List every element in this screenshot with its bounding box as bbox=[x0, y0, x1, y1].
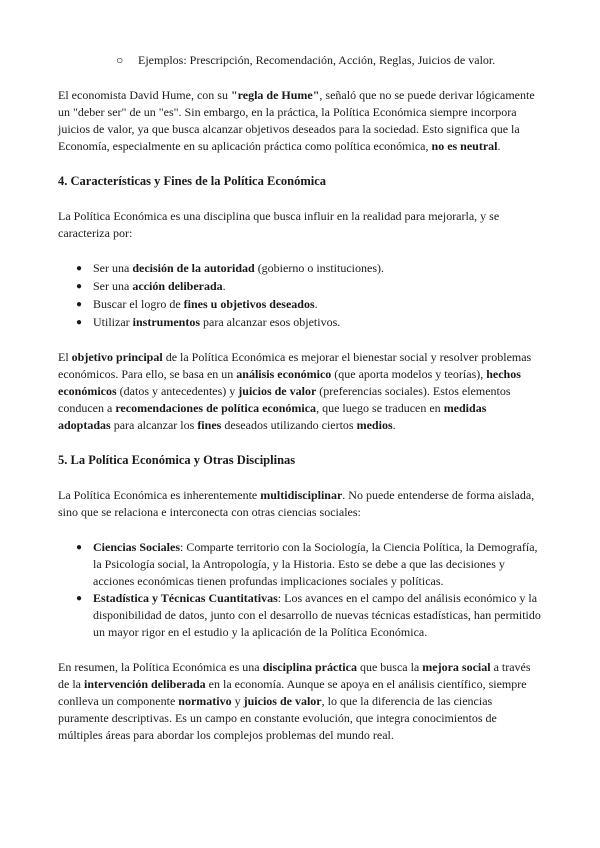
text-run: . bbox=[222, 279, 226, 293]
list-item bbox=[76, 260, 542, 277]
text-run: En resumen, la Política Económica es una bbox=[58, 660, 263, 674]
bold-run: multidisciplinar bbox=[260, 488, 343, 502]
section-5-bullet-list bbox=[58, 539, 542, 641]
text-run: (datos y antecedentes) y bbox=[116, 384, 239, 398]
list-item bbox=[76, 278, 542, 295]
bold-run: análisis económico bbox=[236, 367, 332, 381]
text-run: : Comparte territorio con la Sociología, la Ciencia Política, la Demografía, la Psicología social, la Antropología, y la Historia. Esto se debe a que las decisiones y acciones económicas tienen profundas implicaciones sociales y políticas. bbox=[93, 540, 538, 588]
bold-run: Ciencias Sociales bbox=[93, 540, 180, 554]
text-run: , señaló que no se puede derivar lógicamente un "deber ser" de un "es". Sin embargo, en la práctica, la Política Económica siempre incorpora juicios de valor, ya que busca alcanzar objetivos deseados para la sociedad. Esto significa que la Economía, especialmente en su aplicación práctica como política económica, bbox=[58, 88, 535, 153]
section-4-intro: La Política Económica es una disciplina que busca influir en la realidad para mejorarla, y se caracteriza por: bbox=[58, 209, 500, 240]
bullet-dot-icon: ● bbox=[76, 281, 83, 292]
bullet-dot-icon: ● bbox=[76, 299, 83, 310]
text-run: , lo que la diferencia de las ciencias puramente descriptivas. Es un campo en constante evolución, que integra conocimientos de múltiples áreas para abordar los complejos problemas del mundo real. bbox=[58, 694, 497, 742]
text-run: Ser una bbox=[93, 279, 133, 293]
bullet-dot-icon: ● bbox=[76, 542, 83, 553]
text-run: . bbox=[392, 418, 396, 432]
bullet-dot-icon: ● bbox=[76, 317, 83, 328]
list-item bbox=[76, 539, 542, 590]
bold-run: fines u objetivos deseados bbox=[183, 297, 315, 311]
bullet-dot-icon: ● bbox=[76, 593, 83, 604]
list-item bbox=[76, 314, 542, 331]
hume-paragraph bbox=[58, 87, 542, 155]
bold-run: recomendaciones de política económica bbox=[115, 401, 317, 415]
text-run: para alcanzar los bbox=[110, 418, 198, 432]
bold-run: objetivo principal bbox=[71, 350, 163, 364]
text-run: Ser una bbox=[93, 261, 133, 275]
bold-run: juicios de valor bbox=[243, 694, 322, 708]
text-run: El economista David Hume, con su bbox=[58, 88, 231, 102]
text-run: . bbox=[314, 297, 318, 311]
examples-text: Ejemplos: Prescripción, Recomendación, Acción, Reglas, Juicios de valor. bbox=[138, 53, 496, 67]
list-item bbox=[76, 590, 542, 641]
bold-run: Estadística y Técnicas Cuantitativas bbox=[93, 591, 278, 605]
text-run: a través de la bbox=[58, 660, 531, 691]
text-run: El bbox=[58, 350, 72, 364]
bullet-dot-icon: ● bbox=[76, 263, 83, 274]
circle-bullet-icon: ○ bbox=[116, 53, 124, 67]
bold-run: mejora social bbox=[422, 660, 491, 674]
section-4-heading: 4. Características y Fines de la Política Económica bbox=[58, 174, 326, 188]
text-run: en la economía. Aunque se apoya en el análisis científico, siempre conlleva un componente bbox=[58, 677, 527, 708]
bold-run: no es neutral bbox=[431, 139, 498, 153]
text-run: (gobierno o instituciones). bbox=[254, 261, 384, 275]
text-run: . bbox=[497, 139, 501, 153]
examples-sub-bullet bbox=[116, 52, 542, 69]
text-run: : Los avances en el campo del análisis económico y la disponibilidad de datos, junto con el desarrollo de nuevas técnicas estadísticas, han permitido un mayor rigor en el estudio y la aplicación de la Política Económica. bbox=[93, 591, 541, 639]
text-run: , que luego se traducen en bbox=[316, 401, 444, 415]
text-run: Buscar el logro de bbox=[93, 297, 184, 311]
text-run: . No puede entenderse de forma aislada, sino que se relaciona e interconecta con otras ciencias sociales: bbox=[58, 488, 535, 519]
bold-run: instrumentos bbox=[132, 315, 200, 329]
text-run: (que aporta modelos y teorías), bbox=[331, 367, 487, 381]
text-run: de la Política Económica es mejorar el bienestar social y resolver problemas económicos. Para ello, se basa en un bbox=[58, 350, 532, 381]
objective-paragraph bbox=[58, 349, 542, 434]
bold-run: intervención deliberada bbox=[84, 677, 206, 691]
bold-run: disciplina práctica bbox=[262, 660, 357, 674]
text-run: (preferencias sociales). Estos elementos conducen a bbox=[58, 384, 511, 415]
section-5-heading: 5. La Política Económica y Otras Disciplinas bbox=[58, 453, 296, 467]
list-item bbox=[76, 296, 542, 313]
text-run: y bbox=[231, 694, 244, 708]
text-run: que busca la bbox=[356, 660, 423, 674]
section-4-bullet-list bbox=[58, 260, 542, 331]
bold-run: medidas adoptadas bbox=[58, 401, 487, 432]
bold-run: medios bbox=[356, 418, 393, 432]
bold-run: "regla de Hume" bbox=[230, 88, 320, 102]
text-run: Utilizar bbox=[93, 315, 133, 329]
bold-run: fines bbox=[197, 418, 222, 432]
text-run: deseados utilizando ciertos bbox=[221, 418, 357, 432]
bold-run: normativo bbox=[178, 694, 232, 708]
bold-run: decisión de la autoridad bbox=[132, 261, 255, 275]
conclusion-paragraph bbox=[58, 659, 542, 744]
text-run: La Política Económica es inherentemente bbox=[58, 488, 261, 502]
bold-run: hechos económicos bbox=[58, 367, 521, 398]
text-run: para alcanzar esos objetivos. bbox=[200, 315, 341, 329]
bold-run: acción deliberada bbox=[132, 279, 223, 293]
section-5-intro bbox=[58, 487, 542, 521]
bold-run: juicios de valor bbox=[238, 384, 317, 398]
